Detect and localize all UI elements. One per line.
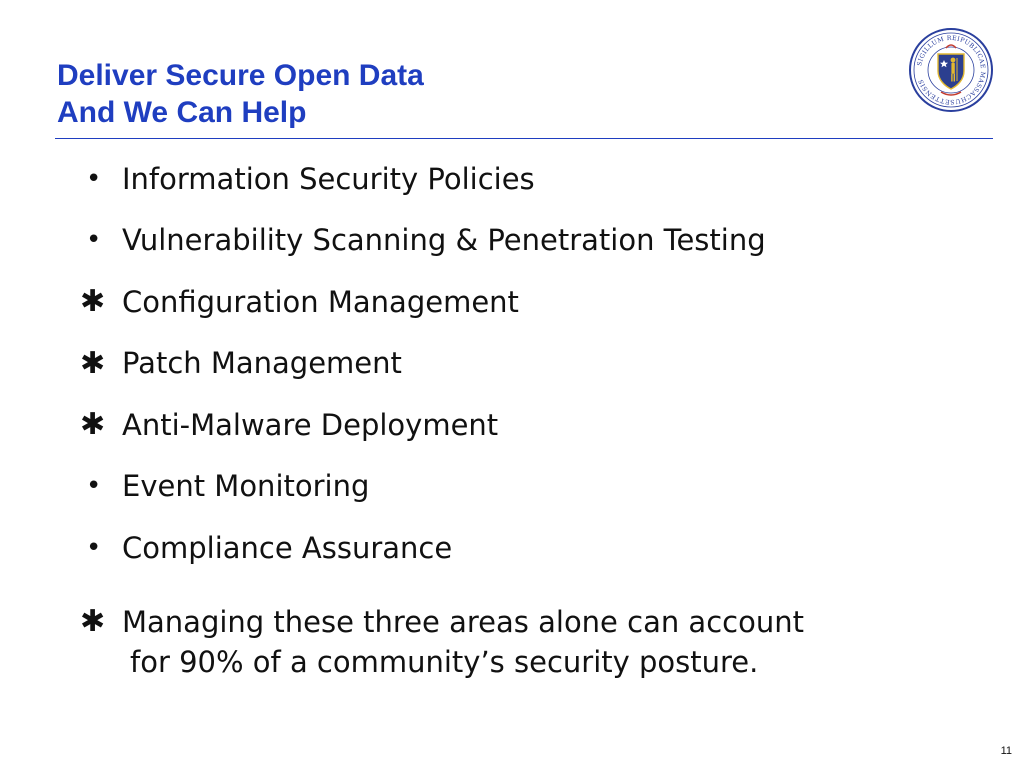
title-line-1: Deliver Secure Open Data — [57, 59, 424, 92]
asterisk-icon: ✱ — [80, 345, 106, 381]
bullet-marker: • — [86, 532, 102, 563]
list-item-text: Information Security Policies — [122, 161, 535, 196]
list-item-text: Vulnerability Scanning & Penetration Testing — [122, 223, 766, 258]
list-item — [80, 333, 766, 395]
list-item-text: Compliance Assurance — [122, 530, 453, 565]
list-item-text: Configuration Management — [122, 284, 519, 319]
list-item — [80, 456, 766, 518]
bullet-marker: • — [86, 225, 102, 256]
list-item-text: Anti-Malware Deployment — [122, 407, 499, 442]
asterisk-icon: ✱ — [80, 604, 106, 639]
bullet-marker: • — [86, 471, 102, 502]
footnote-text-1: Managing these three areas alone can account — [122, 605, 804, 639]
list-item — [80, 271, 766, 333]
footnote-line-1 — [80, 602, 804, 642]
list-item — [80, 148, 766, 210]
list-item-text: Patch Management — [122, 346, 402, 381]
title-divider — [55, 138, 993, 139]
list-item-text: Event Monitoring — [122, 469, 370, 504]
asterisk-icon: ✱ — [80, 407, 106, 443]
title-line-2: And We Can Help — [57, 96, 307, 129]
asterisk-icon: ✱ — [80, 284, 106, 320]
list-item — [80, 517, 766, 579]
bullet-list — [80, 148, 766, 579]
slide-title — [57, 57, 424, 131]
seal-text: SIGILLUM REIPUBLICAE MASSACHUSETTENSIS — [916, 34, 987, 106]
footnote — [80, 602, 804, 682]
page-number: 11 — [1000, 745, 1012, 757]
bullet-marker: • — [86, 163, 102, 194]
massachusetts-seal-icon — [908, 27, 994, 113]
list-item — [80, 210, 766, 272]
footnote-text-2: for 90% of a community’s security posture. — [130, 645, 759, 679]
list-item — [80, 394, 766, 456]
